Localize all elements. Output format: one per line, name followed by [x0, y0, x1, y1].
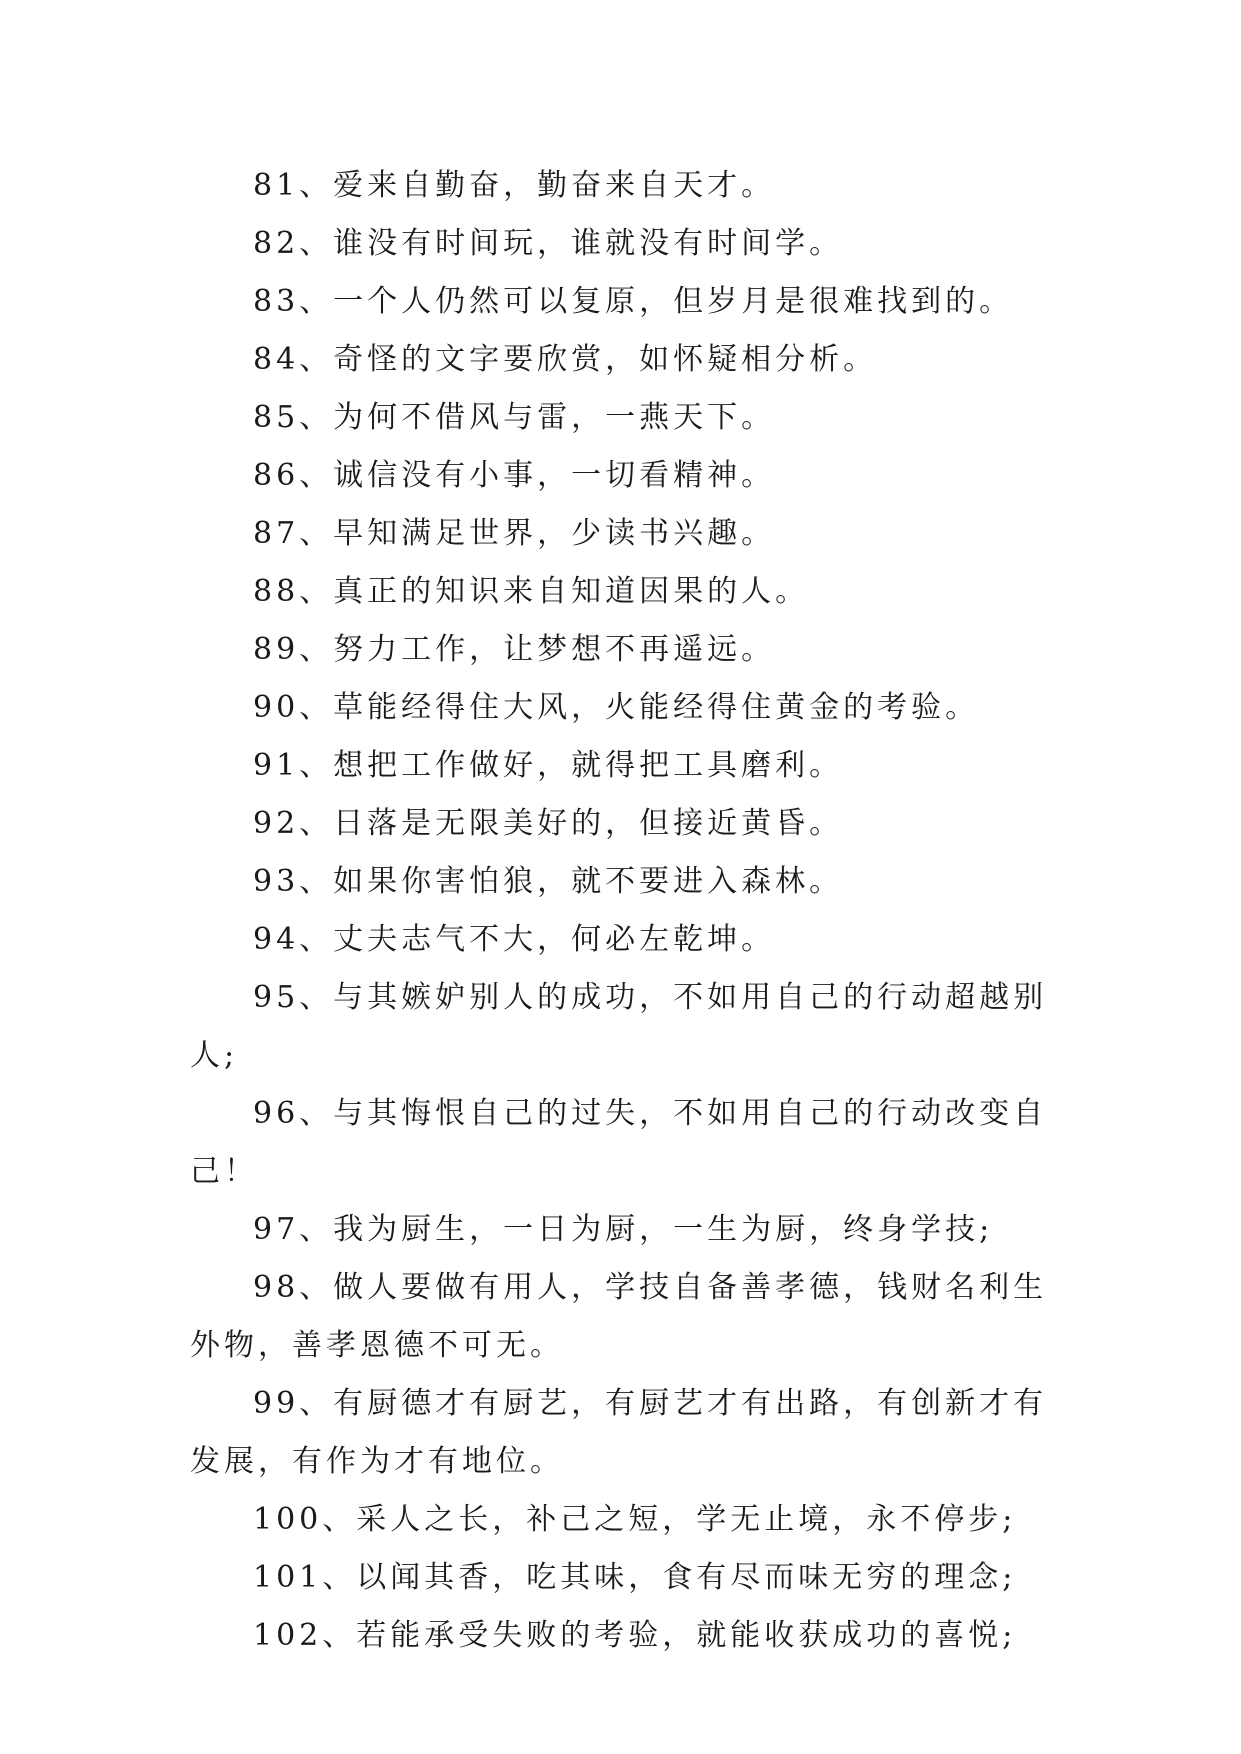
paragraph-92: 92、日落是无限美好的，但接近黄昏。	[253, 806, 844, 841]
paragraph-90: 90、草能经得住大风，火能经得住黄金的考验。	[253, 690, 980, 725]
paragraph-95: 95、与其嫉妒别人的成功，不如用自己的行动超越别人;	[190, 980, 1048, 1073]
paragraph-82: 82、谁没有时间玩，谁就没有时间学。	[253, 226, 844, 261]
paragraph-94: 94、丈夫志气不大，何必左乾坤。	[253, 922, 776, 957]
paragraph-96: 96、与其悔恨自己的过失，不如用自己的行动改变自己！	[190, 1096, 1048, 1189]
paragraph-81: 81、爱来自勤奋，勤奋来自天才。	[253, 168, 776, 203]
paragraph-98: 98、做人要做有用人，学技自备善孝德，钱财名利生外物，善孝恩德不可无。	[190, 1270, 1048, 1363]
paragraph-93: 93、如果你害怕狼，就不要进入森林。	[253, 864, 844, 899]
paragraph-87: 87、早知满足世界，少读书兴趣。	[253, 516, 776, 551]
paragraph-101: 101、以闻其香，吃其味，食有尽而味无穷的理念;	[253, 1560, 1017, 1595]
paragraph-85: 85、为何不借风与雷，一燕天下。	[253, 400, 776, 435]
paragraph-83: 83、一个人仍然可以复原，但岁月是很难找到的。	[253, 284, 1014, 319]
paragraph-100: 100、采人之长，补己之短，学无止境，永不停步;	[253, 1502, 1017, 1537]
paragraph-86: 86、诚信没有小事，一切看精神。	[253, 458, 776, 493]
paragraph-102: 102、若能承受失败的考验，就能收获成功的喜悦;	[253, 1618, 1017, 1653]
paragraph-97: 97、我为厨生，一日为厨，一生为厨，终身学技;	[253, 1212, 994, 1247]
document-page	[190, 157, 1060, 1665]
paragraph-91: 91、想把工作做好，就得把工具磨利。	[253, 748, 844, 783]
paragraph-89: 89、努力工作，让梦想不再遥远。	[253, 632, 776, 667]
paragraph-99: 99、有厨德才有厨艺，有厨艺才有出路，有创新才有发展，有作为才有地位。	[190, 1386, 1048, 1479]
paragraph-84: 84、奇怪的文字要欣赏，如怀疑相分析。	[253, 342, 878, 377]
paragraph-88: 88、真正的知识来自知道因果的人。	[253, 574, 810, 609]
